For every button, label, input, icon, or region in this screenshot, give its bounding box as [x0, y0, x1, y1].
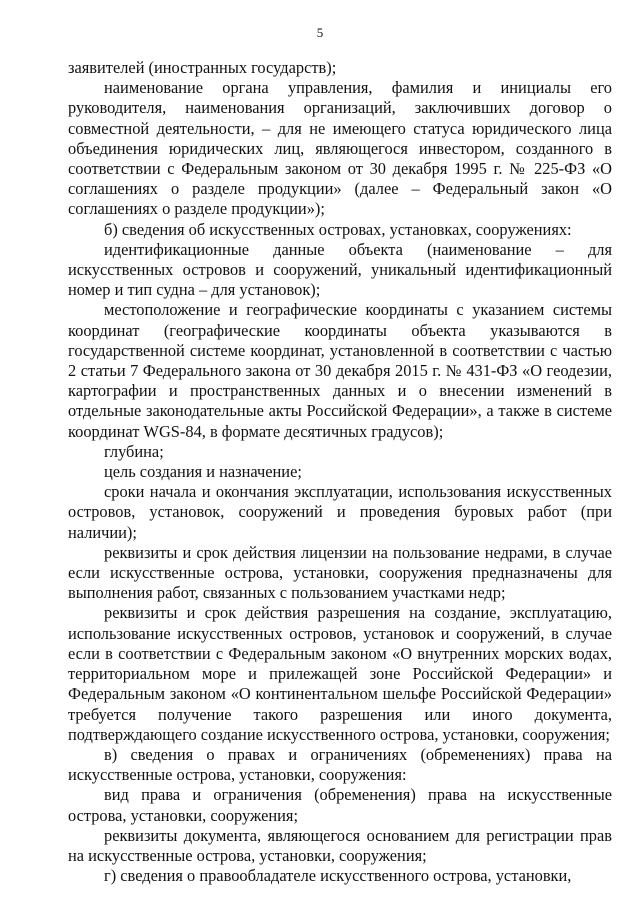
paragraph: наименование органа управления, фамилия и инициалы его руководителя, наименования организаций, заключивших договор о совместной деятельности, – для не имеющего статуса юридического лица объединения юридических лиц, являющегося инвестором, созданного в соответствии с Федеральным законом от 30 декабря 1995 г. № 225-ФЗ «О соглашениях о разделе продукции» (далее – Федеральный закон «О соглашениях о разделе продукции»);: [68, 78, 612, 219]
paragraph: б) сведения об искусственных островах, установках, сооружениях:: [104, 219, 572, 239]
paragraph: цель создания и назначение;: [104, 462, 302, 482]
paragraph: в) сведения о правах и ограничениях (обременениях) права на искусственные острова, установки, сооружения:: [68, 744, 612, 785]
paragraph: местоположение и географические координаты с указанием системы координат (географические координаты объекта указываются в государственной системе координат, установленной в соответствии с частью 2 статьи 7 Федерального закона от 30 декабря 2015 г. № 431-ФЗ «О геодезии, картографии и пространственных данных и о внесении изменений в отдельные законодательные акты Российской Федерации», а также в системе координат WGS-84, в формате десятичных градусов);: [68, 300, 612, 441]
paragraph: сроки начала и окончания эксплуатации, использования искусственных островов, установок, сооружений и проведения буровых работ (при наличии);: [68, 482, 612, 542]
paragraph: реквизиты документа, являющегося основанием для регистрации прав на искусственные острова, установки, сооружения;: [68, 825, 612, 865]
paragraph: глубина;: [104, 441, 164, 461]
paragraph: реквизиты и срок действия лицензии на пользование недрами, в случае если искусственные острова, установки, сооружения предназначены для выполнения работ, связанных с пользованием участками недр;: [68, 542, 612, 603]
paragraph: заявителей (иностранных государств);: [68, 58, 337, 77]
paragraph: идентификационные данные объекта (наименование – для искусственных островов и сооружений, уникальный идентификационный номер и тип судна – для установок);: [68, 239, 612, 300]
page-number: 5: [316, 25, 324, 40]
paragraph: г) сведения о правообладателе искусственного острова, установки,: [104, 866, 572, 886]
document-body: [68, 58, 612, 886]
paragraph: реквизиты и срок действия разрешения на создание, эксплуатацию, использование искусственных островов, установок и сооружений, в случае если в соответствии с Федеральным законом «О внутренних морских водах, территориальном море и прилежащей зоне Российской Федерации» и Федеральным законом «О континентальном шельфе Российской Федерации» требуется получение такого разрешения или иного документа, подтверждающего создание искусственного острова, установки, сооружения;: [68, 603, 612, 744]
paragraph: вид права и ограничения (обременения) права на искусственные острова, установки, сооружения;: [68, 785, 612, 825]
